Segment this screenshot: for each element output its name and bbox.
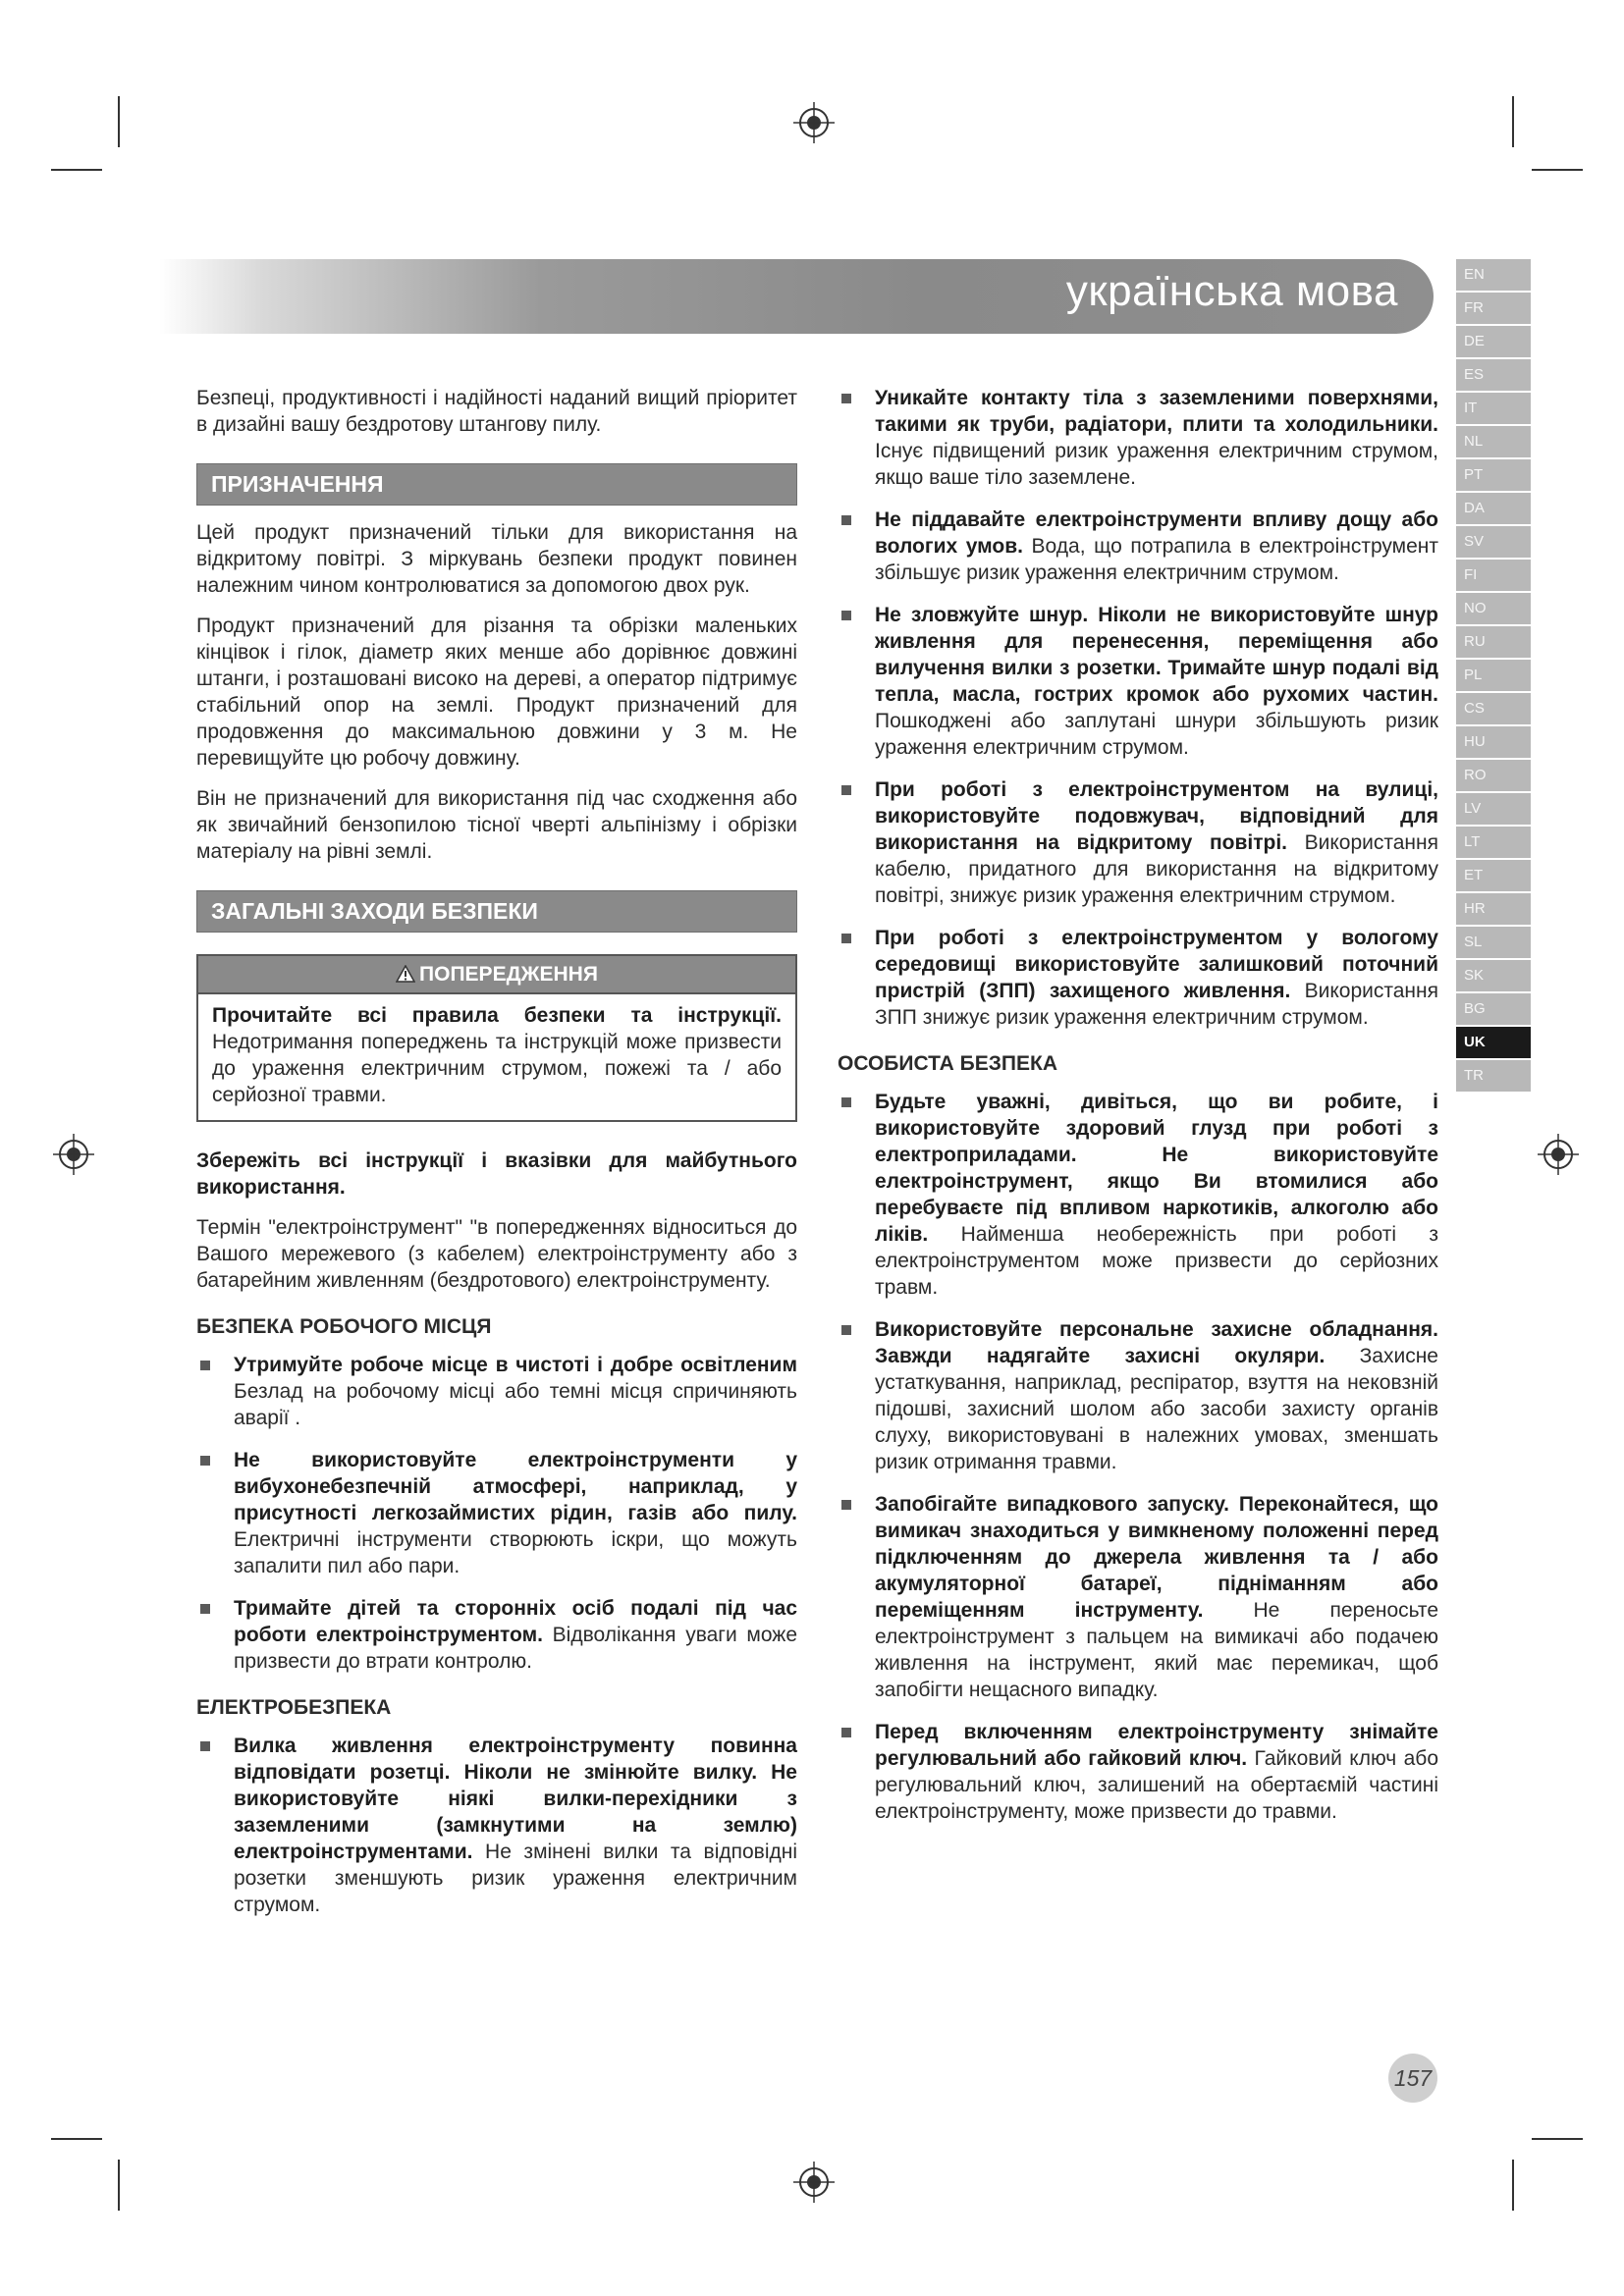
lang-tab-en[interactable]: EN xyxy=(1456,259,1531,291)
lang-tab-it[interactable]: IT xyxy=(1456,393,1531,424)
keep-instructions-text: Збережіть всі інструкції і вказівки для майбутнього використання. xyxy=(196,1149,797,1199)
lang-tab-sk[interactable]: SK xyxy=(1456,960,1531,991)
lang-tab-hr[interactable]: HR xyxy=(1456,893,1531,925)
warning-header xyxy=(198,956,795,994)
page-number: 157 xyxy=(1388,2054,1437,2103)
lang-tab-uk[interactable]: UK xyxy=(1456,1027,1531,1058)
lang-tab-pt[interactable]: PT xyxy=(1456,459,1531,491)
list-item: При роботі з електроінструментом у вологому середовищі використовуйте залишковий поточний пристрій (ЗПП) захищеного живлення. Використання ЗПП знижує ризик ураження електричним струмом. xyxy=(838,925,1438,1031)
lang-tab-fr[interactable]: FR xyxy=(1456,293,1531,324)
crop-mark xyxy=(1512,96,1514,147)
list-item: Перед включенням електроінструменту знімайте регулювальний або гайковий ключ. Гайковий ключ або регулювальний ключ, залишений на обертаємій частині електроінструменту, може призвести до травми. xyxy=(838,1719,1438,1825)
crop-mark xyxy=(118,96,120,147)
list-item: Не використовуйте електроінструменти у вибухонебезпечній атмосфері, наприклад, у присутності легкозаймистих рідин, газів або пилу. Електричні інструменти створюють іскри, що можуть запалити пил або пари. xyxy=(196,1447,797,1579)
registration-mark-icon xyxy=(1536,1132,1581,1177)
warning-box xyxy=(196,954,797,1122)
crop-mark xyxy=(51,169,102,171)
crop-mark xyxy=(1532,169,1583,171)
warning-text: Недотримання попереджень та інструкцій може призвести до ураження електричним струмом, пожежі та / або серйозної травми. xyxy=(212,1031,782,1106)
crop-mark xyxy=(118,2160,120,2211)
lang-tab-lt[interactable]: LT xyxy=(1456,827,1531,858)
lang-tab-fi[interactable]: FI xyxy=(1456,560,1531,591)
lang-tab-es[interactable]: ES xyxy=(1456,359,1531,391)
lang-tab-hu[interactable]: HU xyxy=(1456,726,1531,758)
lang-tab-nl[interactable]: NL xyxy=(1456,426,1531,457)
lang-tab-ro[interactable]: RO xyxy=(1456,760,1531,791)
list-item: Запобігайте випадкового запуску. Переконайтеся, що вимикач знаходиться у вимкненому положенні перед підключенням до джерела живлення та / або акумуляторної батареї, підніманням або переміщенням інструменту. Не переносьте електроінструмент з пальцем на вимикачі або подачею живлення на інструмент, який має перемикач, щоб запобігти нещасного випадку. xyxy=(838,1491,1438,1703)
warning-triangle-icon xyxy=(396,965,415,983)
lang-tab-bg[interactable]: BG xyxy=(1456,993,1531,1025)
list-item: Будьте уважні, дивіться, що ви робите, і використовуйте здоровий глузд при роботі з електроприладами. Не використовуйте електроінструмент, якщо Ви втомилися або перебуваєте під впливом наркотиків, алкоголю або ліків. Найменша необережність при роботі з електроінструментом може призвести до серйозних травм. xyxy=(838,1089,1438,1301)
electrical-safety-title: ЕЛЕКТРОБЕЗПЕКА xyxy=(196,1696,392,1719)
registration-mark-icon xyxy=(51,1132,96,1177)
lang-tab-cs[interactable]: CS xyxy=(1456,693,1531,724)
list-item: Тримайте дітей та сторонніх осіб подалі під час роботи електроінструментом. Відволікання уваги може призвести до втрати контролю. xyxy=(196,1595,797,1675)
list-item: Утримуйте робоче місце в чистоті і добре освітленим Безлад на робочому місці або темні місця спричиняють аварії . xyxy=(196,1352,797,1431)
section-general-safety-title: ЗАГАЛЬНІ ЗАХОДИ БЕЗПЕКИ xyxy=(196,890,797,933)
page-title: українська мова xyxy=(1065,267,1398,315)
right-column xyxy=(838,385,1438,1841)
registration-mark-icon xyxy=(791,100,837,145)
personal-safety-title: ОСОБИСТА БЕЗПЕКА xyxy=(838,1052,1057,1075)
intro-text: Безпеці, продуктивності і надійності наданий вищий пріоритет в дизайні вашу бездротову штангову пилу. xyxy=(196,387,797,436)
list-item: Не зловжуйте шнур. Ніколи не використовуйте шнур живлення для перенесення, переміщення або вилучення вилки з розетки. Тримайте шнур подалі від тепла, масла, гострих кромок або рухомих частин. Пошкоджені або заплутані шнури збільшують ризик ураження електричним струмом. xyxy=(838,602,1438,761)
list-item: Не піддавайте електроінструменти впливу дощу або вологих умов. Вода, що потрапила в електроінструмент збільшує ризик ураження електричним струмом. xyxy=(838,507,1438,586)
left-column xyxy=(196,385,797,1934)
lang-tab-tr[interactable]: TR xyxy=(1456,1060,1531,1092)
list-item: Використовуйте персональне захисне обладнання. Завжди надягайте захисні окуляри. Захисне устаткування, наприклад, респіратор, взуття на нековзній підошві, захисний шолом або засоби захисту органів слуху, використовувані в належних умовах, зменшать ризик отримання травми. xyxy=(838,1316,1438,1475)
purpose-paragraph: Продукт призначений для різання та обрізки маленьких кінцівок і гілок, діаметр яких менше або дорівнює довжині штанги, і розташовані високо на дереві, а оператор підтримує стабільний опор на землі. Продукт призначений для продовження до максимальною довжини у 3 м. Не перевищуйте цю робочу довжину. xyxy=(196,614,797,770)
workplace-safety-title: БЕЗПЕКА РОБОЧОГО МІСЦЯ xyxy=(196,1315,492,1338)
lang-tab-de[interactable]: DE xyxy=(1456,326,1531,357)
lang-tab-et[interactable]: ET xyxy=(1456,860,1531,891)
crop-mark xyxy=(1512,2160,1514,2211)
list-item: Уникайте контакту тіла з заземленими поверхнями, такими як труби, радіатори, плити та холодильники. Існує підвищений ризик ураження електричним струмом, якщо ваше тіло заземлене. xyxy=(838,385,1438,491)
lang-tab-sl[interactable]: SL xyxy=(1456,927,1531,958)
purpose-paragraph: Цей продукт призначений тільки для використання на відкритому повітрі. З міркувань безпеки продукт повинен належним чином контролюватися за допомогою двох рук. xyxy=(196,521,797,597)
crop-mark xyxy=(1532,2138,1583,2140)
lang-tab-lv[interactable]: LV xyxy=(1456,793,1531,825)
warning-body xyxy=(198,994,795,1120)
lang-tab-no[interactable]: NO xyxy=(1456,593,1531,624)
lang-tab-sv[interactable]: SV xyxy=(1456,526,1531,558)
list-item: Вилка живлення електроінструменту повинна відповідати розетці. Ніколи не змінюйте вилку. Не використовуйте ніякі вилки-перехідники з заземленими (замкнутими на землю) електроінструментами. Не змінені вилки та відповідні розетки зменшують ризик ураження електричним струмом. xyxy=(196,1733,797,1918)
lang-tab-pl[interactable]: PL xyxy=(1456,660,1531,691)
crop-mark xyxy=(51,2138,102,2140)
warning-bold-text: Прочитайте всі правила безпеки та інструкції. xyxy=(212,1004,782,1027)
section-purpose-title: ПРИЗНАЧЕННЯ xyxy=(196,463,797,506)
term-definition-text: Термін "електроінструмент" "в попередженнях відноситься до Вашого мережевого (з кабелем) електроінструменту або з батарейним живленням (бездротового) електроінструменту. xyxy=(196,1216,797,1292)
lang-tab-ru[interactable]: RU xyxy=(1456,626,1531,658)
language-tabs xyxy=(1456,259,1531,1094)
lang-tab-da[interactable]: DA xyxy=(1456,493,1531,524)
warning-title: ПОПЕРЕДЖЕННЯ xyxy=(419,963,598,986)
purpose-paragraph: Він не призначений для використання під час сходження або як звичайний бензопилою тісної чверті альпінізму і обрізки матеріалу на рівні землі. xyxy=(196,787,797,863)
registration-mark-icon xyxy=(791,2160,837,2205)
list-item: При роботі з електроінструментом на вулиці, використовуйте подовжувач, відповідний для використання на відкритому повітрі. Використання кабелю, придатного для використання на відкритому повітрі, знижує ризик ураження електричним струмом. xyxy=(838,776,1438,909)
